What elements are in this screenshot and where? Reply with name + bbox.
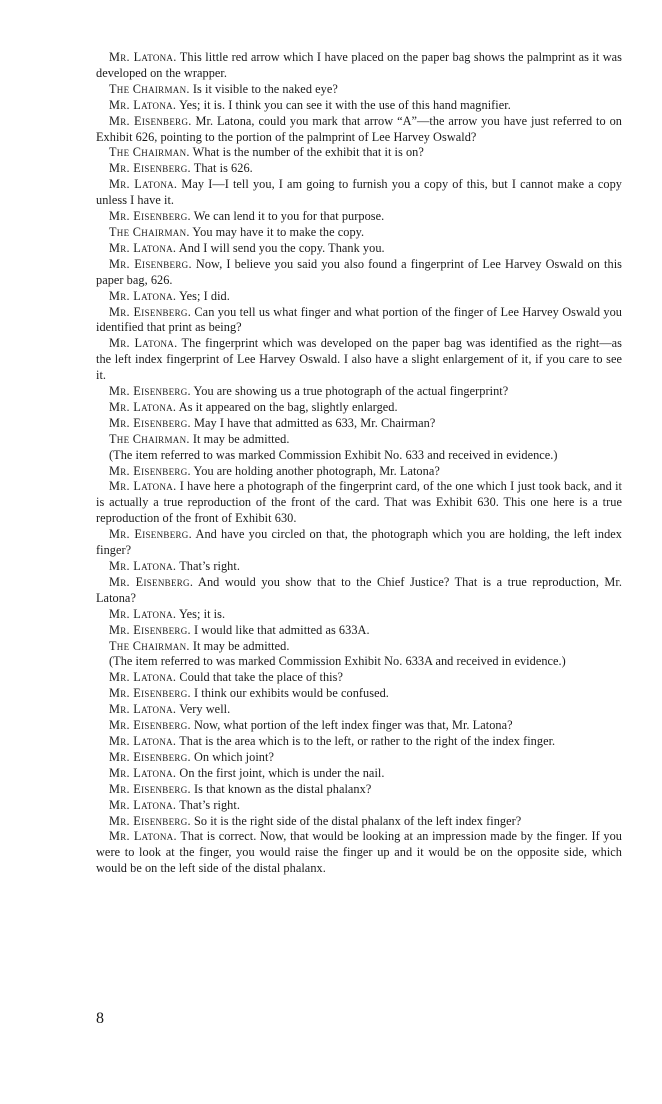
- speech-text: You may have it to make the copy.: [189, 224, 365, 239]
- speech-text: (The item referred to was marked Commission Exhibit No. 633 and received in evidence.): [109, 447, 558, 462]
- speech-text: And would you show that to the Chief Justice? That is a true reproduction, Mr. Latona?: [96, 574, 622, 605]
- transcript-paragraph: [96, 464, 622, 480]
- speech-text: Yes; it is. I think you can see it with the use of this hand magnifier.: [176, 97, 511, 112]
- speech-text: May I—I tell you, I am going to furnish you a copy of this, but I cannot make a copy unless I have it.: [96, 177, 622, 208]
- transcript-paragraph: [96, 257, 622, 289]
- speech-text: On the first joint, which is under the nail.: [176, 765, 385, 780]
- speaker-name: Mr. Eisenberg.: [109, 527, 192, 542]
- speaker-name: Mr. Latona.: [109, 288, 177, 303]
- speaker-name: Mr. Latona.: [109, 240, 177, 255]
- speech-text: That is the area which is to the left, or rather to the right of the index finger.: [176, 733, 556, 748]
- speaker-name: Mr. Eisenberg.: [109, 304, 192, 319]
- speech-text: That is correct. Now, that would be looking at an impression made by the finger. If you were to look at the finger, you would raise the finger up and it would be on the opposite side, which would be on the left side of the distal phalanx.: [96, 829, 623, 876]
- speech-text: Mr. Latona, could you mark that arrow “A”—the arrow you have just referred to on Exhibit 626, pointing to the portion of the palmprint of Lee Harvey Oswald?: [96, 113, 622, 144]
- speech-text: It may be admitted.: [189, 431, 290, 446]
- speech-text: May I have that admitted as 633, Mr. Chairman?: [190, 415, 436, 430]
- transcript-paragraph: [96, 209, 622, 225]
- speech-text: As it appeared on the bag, slightly enlarged.: [176, 399, 398, 414]
- speaker-name: Mr. Latona.: [109, 702, 177, 717]
- speaker-name: Mr. Eisenberg.: [109, 813, 191, 828]
- transcript-paragraph: [96, 432, 622, 448]
- speech-text: Is it visible to the naked eye?: [189, 81, 338, 96]
- speech-text: And have you circled on that, the photograph which you are holding, the left index finger?: [96, 527, 622, 558]
- speaker-name: Mr. Latona.: [109, 606, 177, 621]
- speech-text: The fingerprint which was developed on the paper bag was identified as the right—as the left index fingerprint of Lee Harvey Oswald. I also have a slight enlargement of it, if you care to see it.: [96, 336, 622, 383]
- transcript-paragraph: [96, 305, 622, 337]
- transcript-paragraph: [96, 479, 622, 527]
- speech-text: Could that take the place of this?: [176, 670, 343, 685]
- transcript-paragraph: [96, 400, 622, 416]
- transcript-paragraph: [96, 639, 622, 655]
- transcript-paragraph: [96, 161, 622, 177]
- speech-text: That’s right.: [176, 797, 240, 812]
- transcript-paragraph: [96, 654, 622, 670]
- transcript-paragraph: [96, 798, 622, 814]
- speaker-name: The Chairman.: [109, 145, 190, 160]
- speaker-name: Mr. Latona.: [109, 559, 177, 573]
- speaker-name: The Chairman.: [109, 81, 190, 96]
- transcript-paragraph: [96, 829, 622, 877]
- speaker-name: Mr. Latona.: [109, 50, 177, 64]
- speech-text: I would like that admitted as 633A.: [190, 622, 370, 637]
- speech-text: I think our exhibits would be confused.: [190, 686, 389, 701]
- speaker-name: Mr. Eisenberg.: [109, 113, 192, 128]
- speech-text: I have here a photograph of the fingerprint card, of the one which I just took back, and it is actually a true reproduction of the front of the card. That was Exhibit 630. This one here is a true reproduction of the front of Exhibit 630.: [96, 479, 623, 526]
- speech-text: And I will send you the copy. Thank you.: [176, 240, 385, 255]
- speech-text: (The item referred to was marked Commission Exhibit No. 633A and received in evidence.): [109, 654, 566, 669]
- transcript-paragraph: [96, 814, 622, 830]
- speech-text: Can you tell us what finger and what portion of the finger of Lee Harvey Oswald you identified that print as being?: [96, 304, 622, 335]
- speaker-name: Mr. Eisenberg.: [109, 574, 194, 589]
- speaker-name: Mr. Latona.: [109, 97, 177, 112]
- speaker-name: Mr. Eisenberg.: [109, 781, 191, 796]
- speech-text: On which joint?: [190, 749, 274, 764]
- speaker-name: Mr. Latona.: [109, 336, 178, 351]
- transcript-paragraph: [96, 527, 622, 559]
- speaker-name: Mr. Latona.: [109, 399, 177, 414]
- speaker-name: The Chairman.: [109, 431, 190, 446]
- transcript-paragraph: [96, 766, 622, 782]
- speaker-name: Mr. Eisenberg.: [109, 463, 191, 478]
- transcript-paragraph: [96, 750, 622, 766]
- speech-text: You are showing us a true photograph of the actual fingerprint?: [190, 384, 509, 399]
- speech-text: That is 626.: [190, 161, 253, 176]
- transcript-paragraph: [96, 289, 622, 305]
- transcript-paragraph: [96, 734, 622, 750]
- transcript-paragraph: [96, 670, 622, 686]
- transcript-paragraph: [96, 82, 622, 98]
- speech-text: We can lend it to you for that purpose.: [190, 209, 385, 224]
- speaker-name: The Chairman.: [109, 638, 190, 653]
- transcript-paragraph: [96, 559, 622, 575]
- speaker-name: Mr. Latona.: [109, 797, 177, 812]
- speech-text: What is the number of the exhibit that it is on?: [189, 145, 424, 160]
- speaker-name: Mr. Eisenberg.: [109, 415, 191, 430]
- transcript-paragraph: [96, 114, 622, 146]
- speech-text: Very well.: [176, 702, 231, 717]
- speech-text: Is that known as the distal phalanx?: [190, 781, 372, 796]
- transcript-paragraph: [96, 50, 622, 82]
- speaker-name: The Chairman.: [109, 224, 190, 239]
- speaker-name: Mr. Eisenberg.: [109, 209, 191, 224]
- speech-text: It may be admitted.: [189, 638, 290, 653]
- transcript-paragraph: [96, 416, 622, 432]
- speaker-name: Mr. Latona.: [109, 829, 177, 844]
- speaker-name: Mr. Latona.: [109, 733, 177, 748]
- speech-text: That’s right.: [176, 559, 240, 573]
- speaker-name: Mr. Latona.: [109, 177, 178, 192]
- speech-text: Yes; I did.: [176, 288, 230, 303]
- speech-text: This little red arrow which I have placed on the paper bag shows the palmprint as it was developed on the wrapper.: [96, 50, 622, 80]
- page-number: 8: [96, 1010, 104, 1027]
- speech-text: Yes; it is.: [176, 606, 226, 621]
- transcript-paragraph: [96, 145, 622, 161]
- speaker-name: Mr. Eisenberg.: [109, 749, 191, 764]
- transcript-paragraph: [96, 623, 622, 639]
- transcript-paragraph: [96, 607, 622, 623]
- speaker-name: Mr. Eisenberg.: [109, 161, 191, 176]
- transcript-paragraph: [96, 448, 622, 464]
- speech-text: Now, what portion of the left index finger was that, Mr. Latona?: [190, 718, 513, 733]
- speaker-name: Mr. Eisenberg.: [109, 384, 191, 399]
- speech-text: Now, I believe you said you also found a fingerprint of Lee Harvey Oswald on this paper bag, 626.: [96, 256, 622, 287]
- transcript-paragraph: [96, 98, 622, 114]
- transcript-paragraph: [96, 225, 622, 241]
- transcript-paragraph: [96, 575, 622, 607]
- speaker-name: Mr. Latona.: [109, 479, 177, 494]
- speaker-name: Mr. Latona.: [109, 670, 177, 685]
- speech-text: So it is the right side of the distal phalanx of the left index finger?: [190, 813, 522, 828]
- speaker-name: Mr. Eisenberg.: [109, 686, 191, 701]
- transcript-paragraph: [96, 336, 622, 384]
- speaker-name: Mr. Latona.: [109, 765, 177, 780]
- transcript-paragraph: [96, 177, 622, 209]
- transcript-paragraph: [96, 686, 622, 702]
- transcript-body: [96, 50, 622, 877]
- transcript-paragraph: [96, 384, 622, 400]
- speaker-name: Mr. Eisenberg.: [109, 622, 191, 637]
- transcript-paragraph: [96, 782, 622, 798]
- speaker-name: Mr. Eisenberg.: [109, 718, 191, 733]
- transcript-paragraph: [96, 702, 622, 718]
- speech-text: You are holding another photograph, Mr. Latona?: [190, 463, 440, 478]
- speaker-name: Mr. Eisenberg.: [109, 256, 192, 271]
- transcript-paragraph: [96, 241, 622, 257]
- transcript-paragraph: [96, 718, 622, 734]
